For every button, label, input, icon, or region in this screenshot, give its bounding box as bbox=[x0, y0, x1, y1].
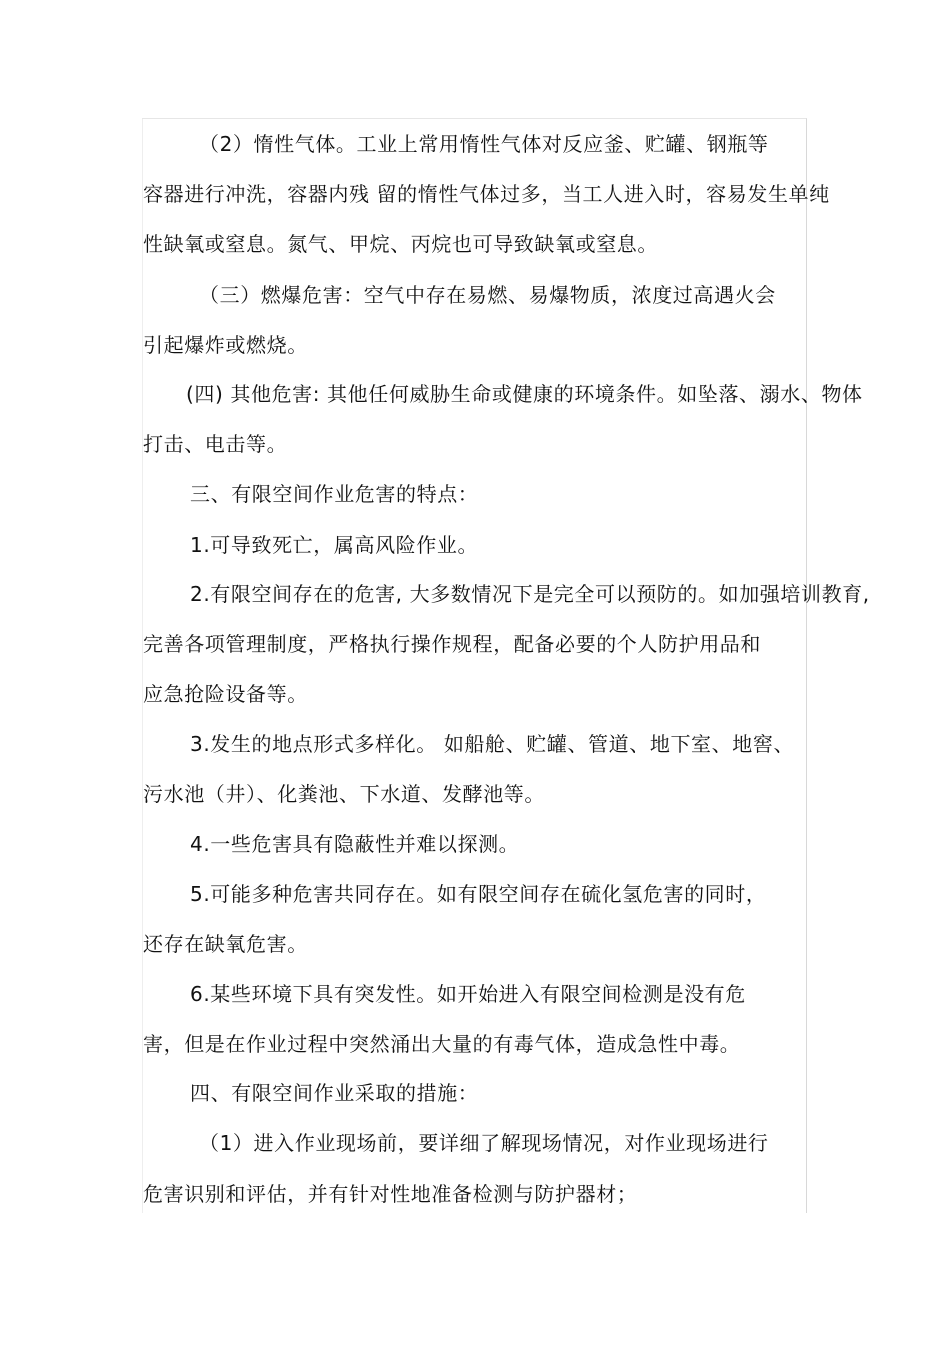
text-line: 4.一些危害具有隐蔽性并难以探测。 bbox=[190, 832, 520, 856]
text-line: 完善各项管理制度，严格执行操作规程，配备必要的个人防护用品和 bbox=[143, 632, 761, 656]
text-line: 1.可导致死亡，属高风险作业。 bbox=[190, 533, 479, 557]
text-line: 害，但是在作业过程中突然涌出大量的有毒气体，造成急性中毒。 bbox=[143, 1032, 741, 1056]
text-line: 5.可能多种危害共同存在。如有限空间存在硫化氢危害的同时， bbox=[190, 882, 767, 906]
text-line: 引起爆炸或燃烧。 bbox=[143, 333, 308, 357]
text-line: 2.有限空间存在的危害, 大多数情况下是完全可以预防的。如加强培训教育, bbox=[190, 582, 870, 606]
section-heading: 三、有限空间作业危害的特点： bbox=[190, 482, 479, 506]
text-line: 污水池（井）、化粪池、下水道、发酵池等。 bbox=[143, 782, 545, 806]
text-line: 打击、电击等。 bbox=[143, 432, 288, 456]
text-line: 还存在缺氧危害。 bbox=[143, 932, 308, 956]
text-line: 容器进行冲洗，容器内残 留的惰性气体过多，当工人进入时，容易发生单纯 bbox=[143, 182, 830, 206]
text-line: 6.某些环境下具有突发性。如开始进入有限空间检测是没有危 bbox=[190, 982, 746, 1006]
section-heading: 四、有限空间作业采取的措施： bbox=[190, 1081, 479, 1105]
text-line: 性缺氧或窒息。氮气、甲烷、丙烷也可导致缺氧或窒息。 bbox=[143, 232, 658, 256]
text-line: （三）燃爆危害：空气中存在易燃、易爆物质，浓度过高遇火会 bbox=[199, 283, 776, 307]
text-line: （2）惰性气体。工业上常用惰性气体对反应釜、贮罐、钢瓶等 bbox=[199, 132, 769, 156]
text-line: (四) 其他危害: 其他任何威胁生命或健康的环境条件。如坠落、溺水、物体 bbox=[186, 382, 863, 406]
text-line: 应急抢险设备等。 bbox=[143, 682, 308, 706]
text-line: （1）进入作业现场前，要详细了解现场情况，对作业现场进行 bbox=[199, 1131, 769, 1155]
text-line: 危害识别和评估，并有针对性地准备检测与防护器材； bbox=[143, 1182, 638, 1206]
text-line: 3.发生的地点形式多样化。 如船舱、贮罐、管道、地下室、地窖、 bbox=[190, 732, 795, 756]
